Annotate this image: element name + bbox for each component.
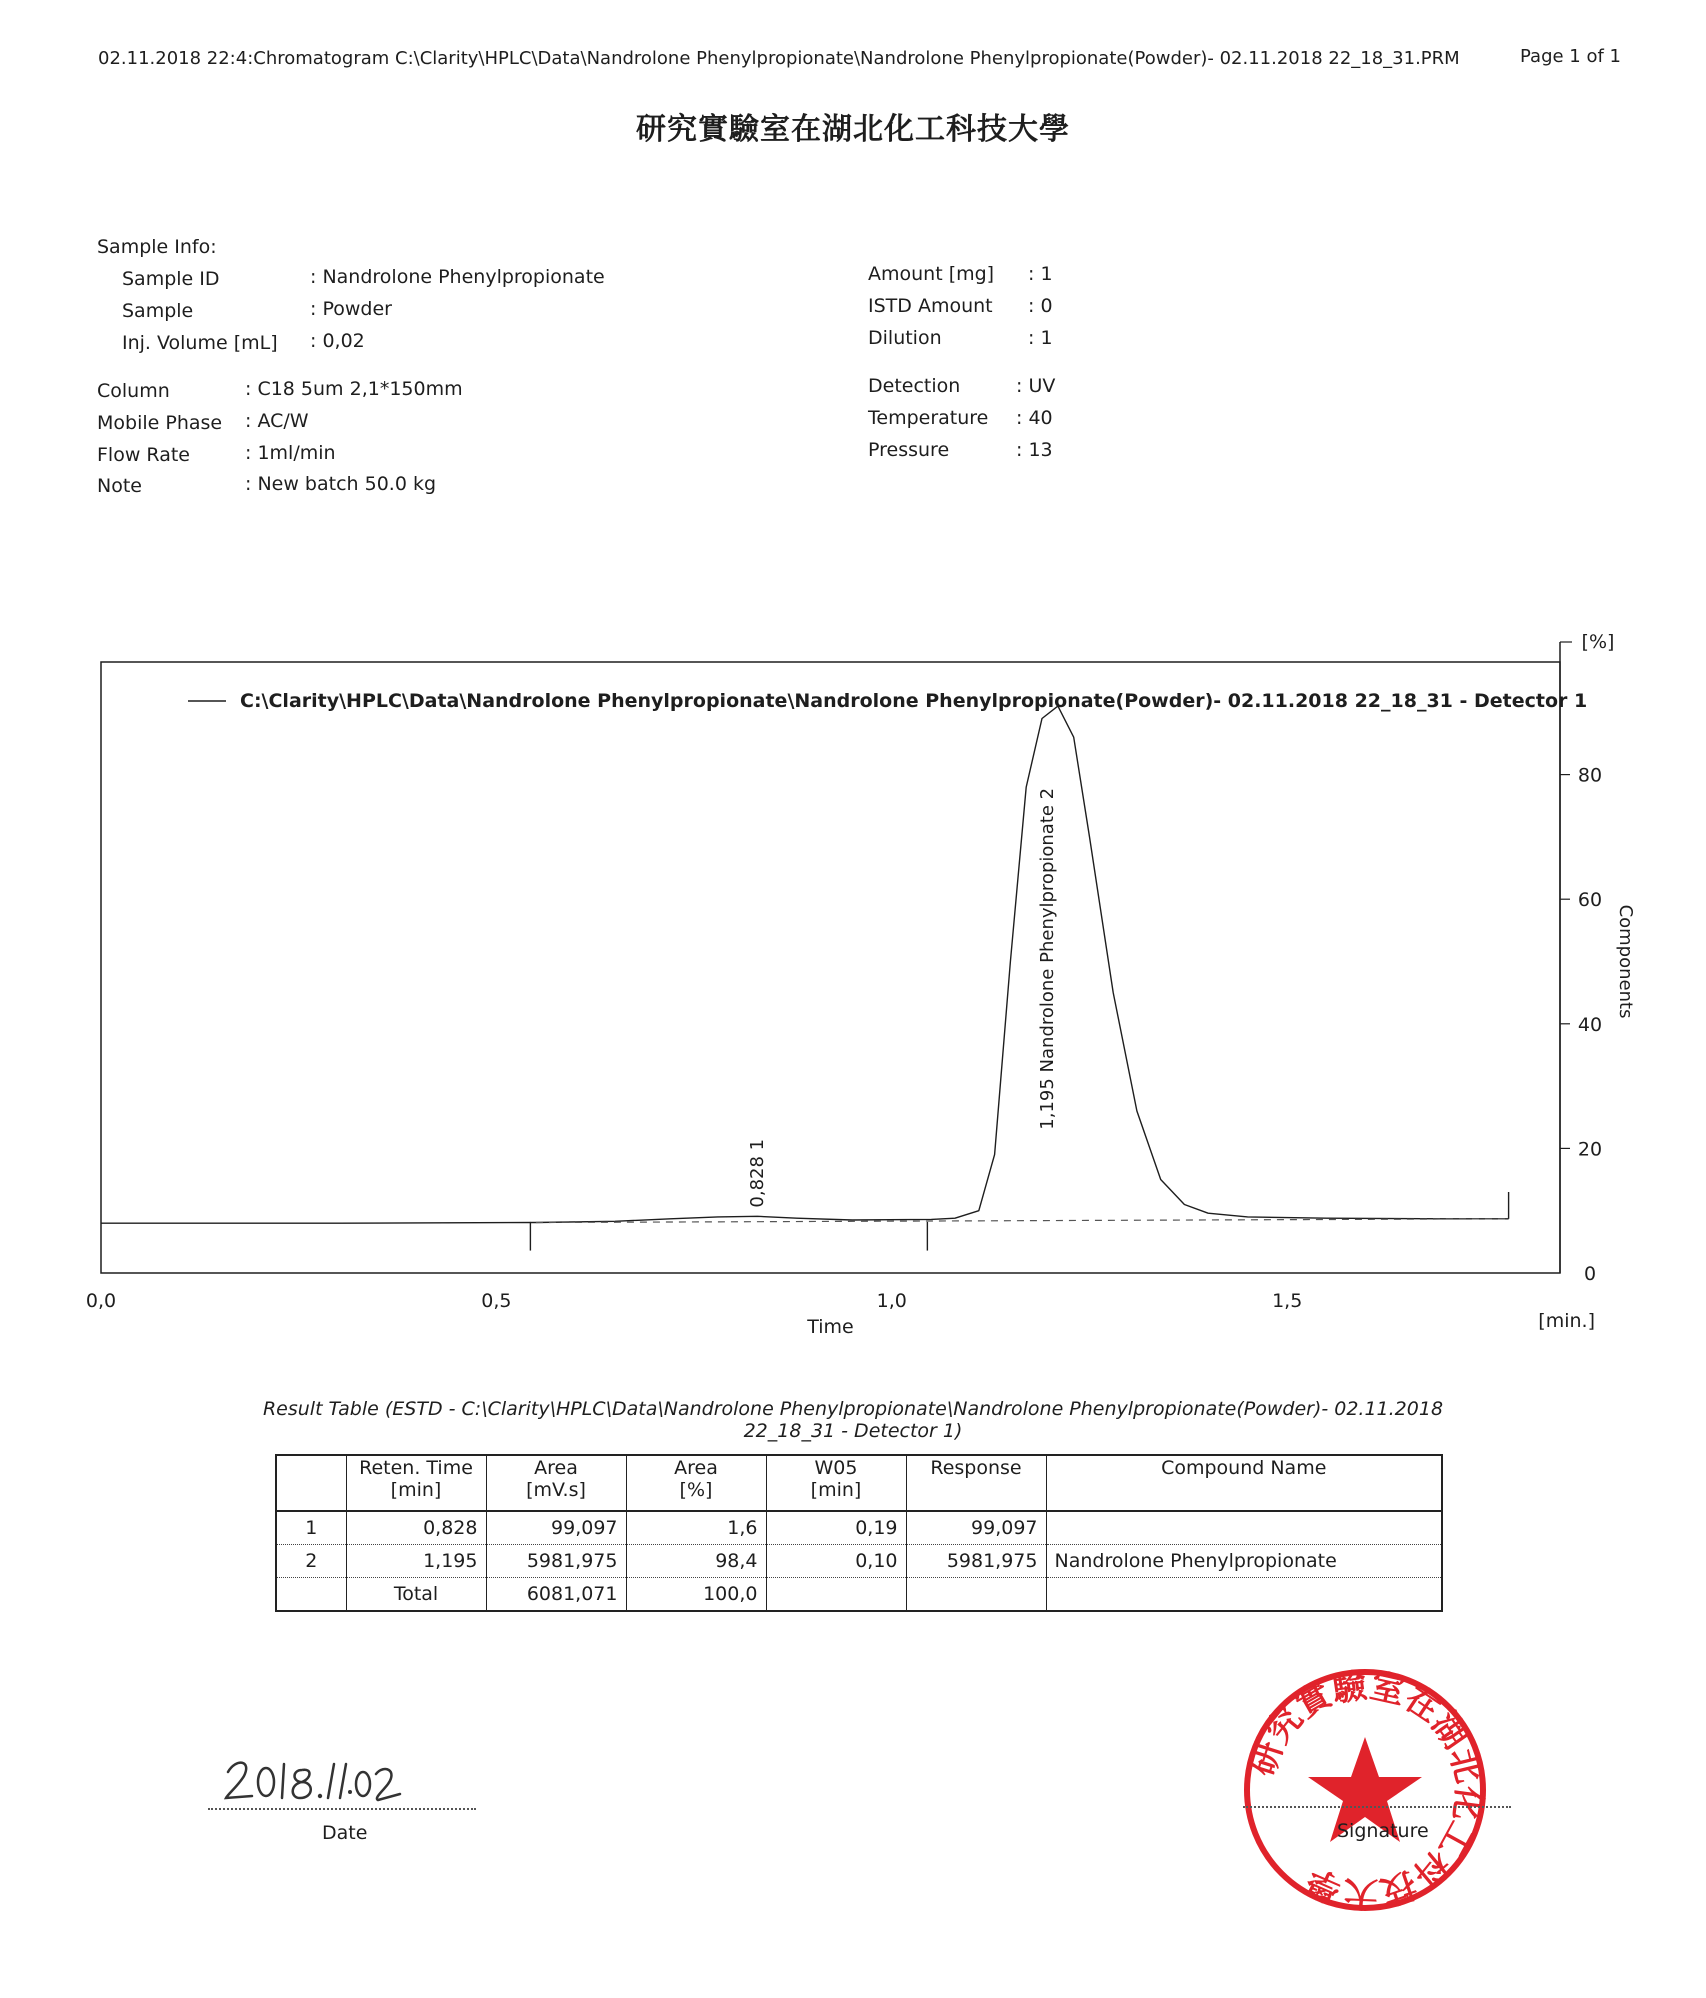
y-tick-label: 40 [1577, 1013, 1603, 1036]
baseline-dashed [536, 1219, 1509, 1223]
col-header-reten-time: Reten. Time [min] [346, 1455, 486, 1511]
detection-label: Detection [868, 375, 961, 397]
detection-value: : UV [1016, 375, 1056, 397]
y-tick-label: 60 [1577, 889, 1603, 912]
cell-total-label: Total [346, 1578, 486, 1612]
cell-reten-time: 0,828 [346, 1511, 486, 1545]
cell-area: 5981,975 [486, 1545, 626, 1578]
dilution-label: Dilution [868, 327, 942, 349]
col-header-compound-name: Compound Name [1046, 1455, 1442, 1511]
sample-id-value: : Nandrolone Phenylpropionate [310, 266, 605, 288]
y-unit-label: [%] [1581, 631, 1615, 653]
cell-index: 1 [276, 1511, 346, 1545]
y-tick-label: 80 [1577, 764, 1603, 787]
temperature-value: : 40 [1016, 407, 1053, 429]
chromatogram-trace [101, 706, 1509, 1223]
table-row-total [276, 1578, 1442, 1612]
col-header-index [276, 1455, 346, 1511]
x-tick-label: 1,5 [1272, 1290, 1303, 1312]
dilution-value: : 1 [1028, 327, 1053, 349]
cell-area-percent-total: 100,0 [626, 1578, 766, 1612]
istd-amount-label: ISTD Amount [868, 295, 993, 317]
cell-w05: 0,19 [766, 1511, 906, 1545]
sample-value: : Powder [310, 298, 392, 320]
chart-axes [101, 642, 1572, 1273]
date-label: Date [322, 1822, 368, 1844]
x-axis-label: Time [807, 1316, 854, 1338]
column-value: : C18 5um 2,1*150mm [245, 378, 463, 400]
cell-response [906, 1578, 1046, 1612]
cell-response: 99,097 [906, 1511, 1046, 1545]
cell-index: 2 [276, 1545, 346, 1578]
cell-compound-name [1046, 1511, 1442, 1545]
table-row [276, 1511, 1442, 1545]
cell-w05 [766, 1578, 906, 1612]
chromatogram-chart [0, 620, 1706, 1360]
signature-line [1243, 1806, 1511, 1808]
x-tick-label: 1,0 [876, 1290, 907, 1312]
col-header-w05: W05 [min] [766, 1455, 906, 1511]
cell-index [276, 1578, 346, 1612]
university-seal-stamp [1240, 1665, 1490, 1915]
column-label: Column [97, 380, 170, 402]
cell-area-percent: 1,6 [626, 1511, 766, 1545]
flow-rate-value: : 1ml/min [245, 442, 336, 464]
legend-label: C:\Clarity\HPLC\Data\Nandrolone Phenylpropionate\Nandrolone Phenylpropionate(Powder)- 02.11.2018 22_18_31 - Detector 1 [240, 690, 1588, 712]
chart-labels [188, 631, 1636, 1338]
sample-info-heading: Sample Info: [97, 236, 217, 258]
handwritten-date [222, 1750, 402, 1810]
page-indicator: Page 1 of 1 [1520, 46, 1621, 67]
cell-response: 5981,975 [906, 1545, 1046, 1578]
table-row [276, 1545, 1442, 1578]
pressure-label: Pressure [868, 439, 950, 461]
note-value: : New batch 50.0 kg [245, 473, 437, 495]
plot-frame [101, 662, 1560, 1273]
mobile-phase-value: : AC/W [245, 410, 309, 432]
y-tick-label: 20 [1577, 1138, 1603, 1161]
cell-reten-time: 1,195 [346, 1545, 486, 1578]
svg-text:研究實驗室在湖北化工科技大學: 研究實驗室在湖北化工科技大學 [1242, 1665, 1490, 1914]
amount-value: : 1 [1028, 263, 1053, 285]
cell-w05: 0,10 [766, 1545, 906, 1578]
chart-series [101, 706, 1509, 1250]
inj-volume-label: Inj. Volume [mL] [122, 332, 278, 354]
flow-rate-label: Flow Rate [97, 444, 190, 466]
date-line [208, 1808, 476, 1810]
result-table [275, 1454, 1443, 1612]
result-table-caption: Result Table (ESTD - C:\Clarity\HPLC\Data\Nandrolone Phenylpropionate\Nandrolone Phenylpropionate(Powder)- 02.11.2018 22_18_31 - Detector 1) [262, 1398, 1444, 1442]
col-header-area-percent: Area [%] [626, 1455, 766, 1511]
sample-label: Sample [122, 300, 194, 322]
y-tick-label: 0 [1583, 1263, 1597, 1285]
col-header-response: Response [906, 1455, 1046, 1511]
x-tick-label: 0,0 [85, 1290, 117, 1312]
lab-title: 研究實驗室在湖北化工科技大學 [636, 112, 1070, 147]
cell-area-total: 6081,071 [486, 1578, 626, 1612]
cell-area: 99,097 [486, 1511, 626, 1545]
pressure-value: : 13 [1016, 439, 1053, 461]
result-table-header-row [276, 1455, 1442, 1511]
peak-label-2: 1,195 Nandrolone Phenylpropionate 2 [1036, 787, 1058, 1130]
y-axis-label: Components [1615, 904, 1636, 1019]
sample-id-label: Sample ID [122, 268, 220, 290]
istd-amount-value: : 0 [1028, 295, 1053, 317]
mobile-phase-label: Mobile Phase [97, 412, 223, 434]
amount-label: Amount [mg] [868, 263, 995, 285]
temperature-label: Temperature [868, 407, 989, 429]
signature-label: Signature [1337, 1820, 1429, 1842]
cell-compound-name [1046, 1578, 1442, 1612]
chart-ticks [86, 765, 1602, 1312]
peak-label-1: 0,828 1 [746, 1138, 768, 1208]
x-tick-label: 0,5 [481, 1290, 512, 1312]
note-label: Note [97, 475, 142, 497]
cell-compound-name: Nandrolone Phenylpropionate [1046, 1545, 1442, 1578]
report-header-path: 02.11.2018 22:4:Chromatogram C:\Clarity\HPLC\Data\Nandrolone Phenylpropionate\Nandrolone Phenylpropionate(Powder)- 02.11.2018 22_18_31.PRM [98, 48, 1460, 69]
x-unit-label: [min.] [1538, 1310, 1595, 1332]
cell-area-percent: 98,4 [626, 1545, 766, 1578]
inj-volume-value: : 0,02 [310, 330, 365, 352]
col-header-area: Area [mV.s] [486, 1455, 626, 1511]
